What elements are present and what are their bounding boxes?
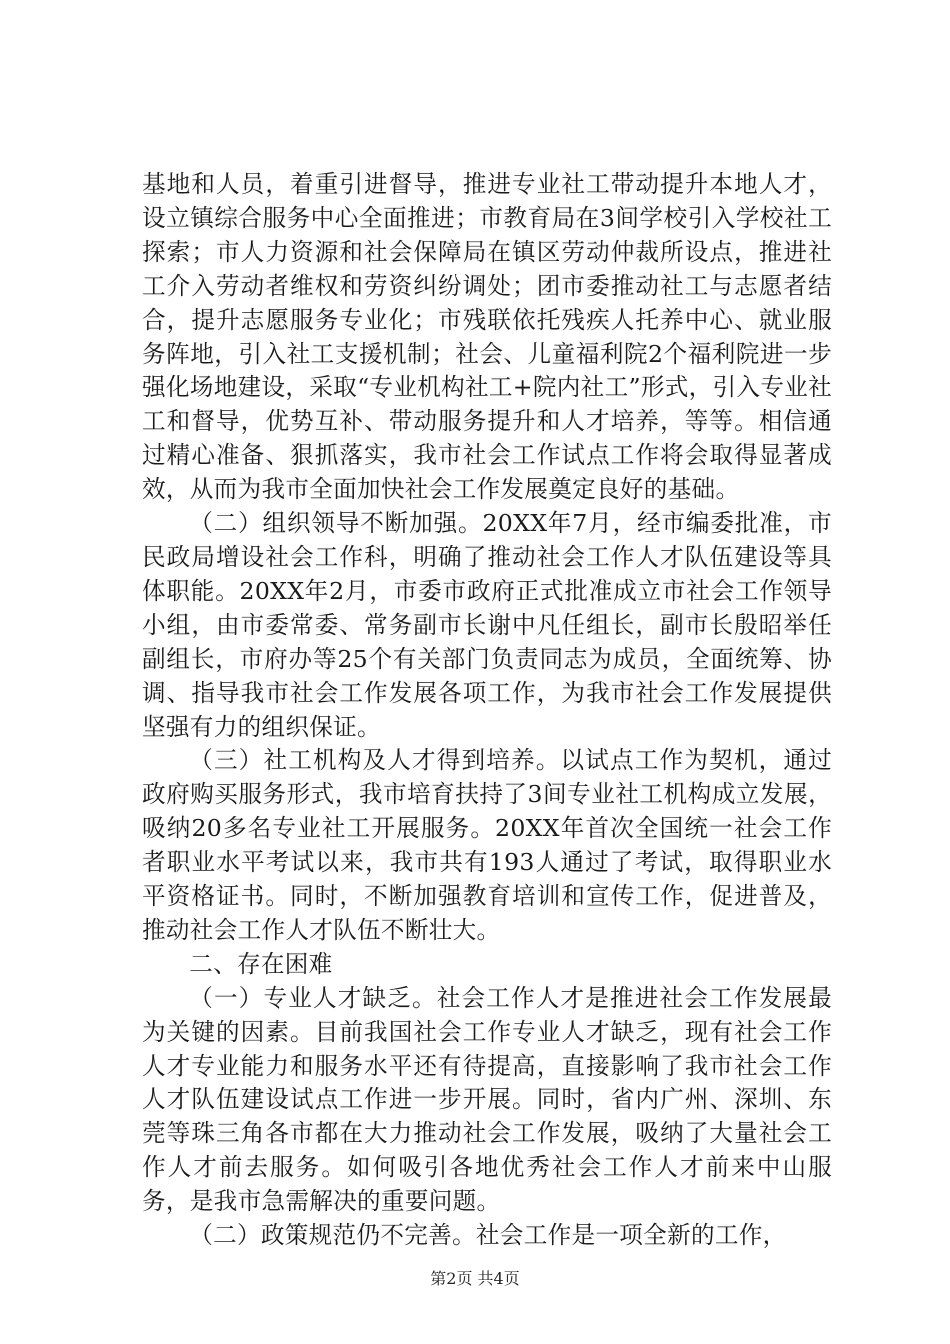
paragraph-talent-shortage: （一）专业人才缺乏。社会工作人才是推进社会工作发展最为关键的因素。目前我国社会工作专业人才缺乏，现有社会工作人才专业能力和服务水平还有待提高，直接影响了我市社会工作人才队伍建设试点工作进一步开展。同时，省内广州、深圳、东莞等珠三角各市都在大力推动社会工作发展，吸纳了大量社会工作人才前去服务。如何吸引各地优秀社会工作人才前来中山服务，是我市急需解决的重要问题。 — [142, 983, 832, 1216]
page-number-footer: 第2页 共4页 — [430, 1269, 520, 1288]
document-body — [142, 168, 832, 1253]
paragraph-policy-incomplete: （二）政策规范仍不完善。社会工作是一项全新的工作， — [189, 1221, 787, 1250]
paragraph-organization-leadership: （二）组织领导不断加强。20XX年7月，经市编委批准，市民政局增设社会工作科，明确了推动社会工作人才队伍建设等具体职能。20XX年2月，市委市政府正式批准成立市社会工作领导小组，由市委常委、常务副市长谢中凡任组长，副市长殷昭举任副组长，市府办等25个有关部门负责同志为成员，全面统筹、协调、指导我市社会工作发展各项工作，为我市社会工作发展提供坚强有力的组织保证。 — [142, 509, 832, 741]
section-heading-difficulties: 二、存在困难 — [189, 949, 333, 978]
paragraph-social-work-talent: （三）社工机构及人才得到培养。以试点工作为契机，通过政府购买服务形式，我市培育扶持了3间专业社工机构成立发展，吸纳20多名专业社工开展服务。20XX年首次全国统一社会工作者职业水平考试以来，我市共有193人通过了考试，取得职业水平资格证书。同时，不断加强教育培训和宣传工作，促进普及，推动社会工作人才队伍不断壮大。 — [142, 746, 832, 944]
paragraph-continuation: 基地和人员，着重引进督导，推进专业社工带动提升本地人才，设立镇综合服务中心全面推进；市教育局在3间学校引入学校社工探索；市人力资源和社会保障局在镇区劳动仲裁所设点，推进社工介入劳动者维权和劳资纠纷调处；团市委推动社工与志愿者结合，提升志愿服务专业化；市残联依托残疾人托养中心、就业服务阵地，引入社工支援机制；社会、儿童福利院2个福利院进一步强化场地建设，采取“专业机构社工+院内社工”形式，引入专业社工和督导，优势互补、带动服务提升和人才培养，等等。相信通过精心准备、狠抓落实，我市社会工作试点工作将会取得显著成效，从而为我市全面加快社会工作发展奠定良好的基础。 — [142, 170, 832, 504]
